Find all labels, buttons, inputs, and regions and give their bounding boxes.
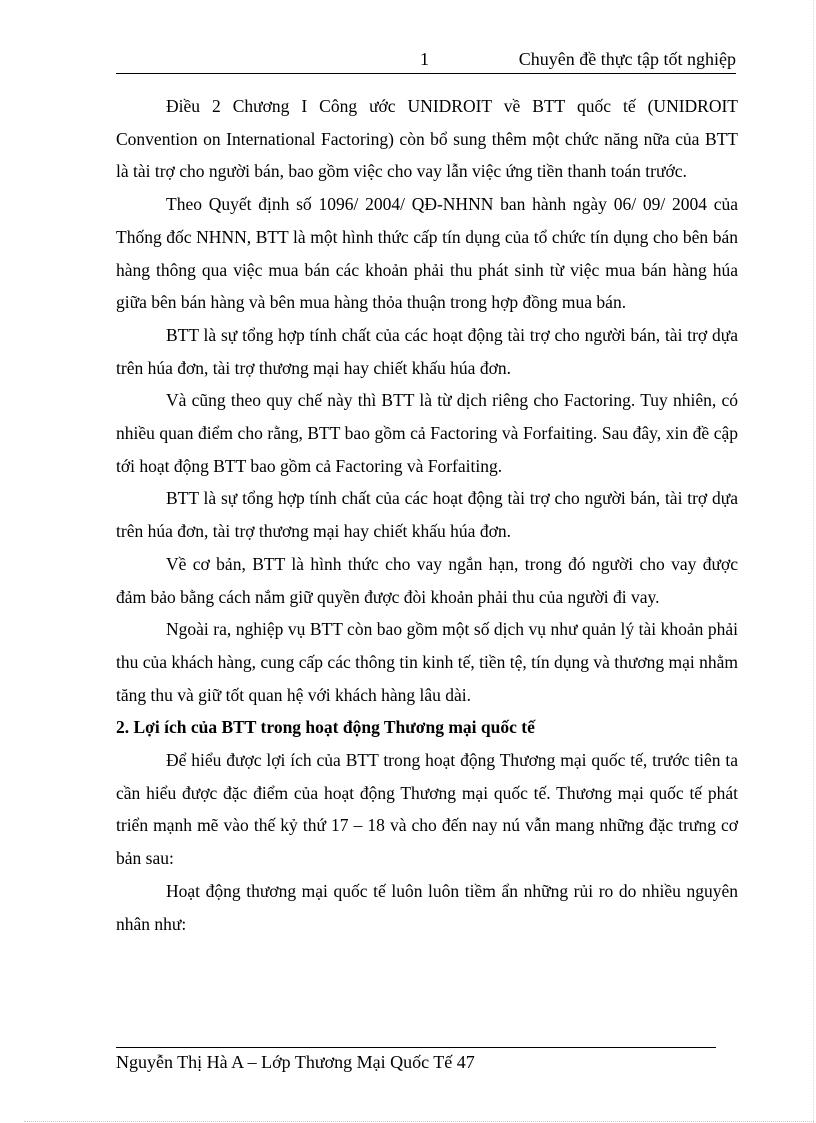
paragraph-8: Để hiểu được lợi ích của BTT trong hoạt động Thương mại quốc tế, trước tiên ta cần hiểu được đặc điểm của hoạt động Thương mại quốc tế. Thương mại quốc tế phát triển mạnh mẽ vào thế kỷ thứ 17 – 18 và cho đến nay nú vẫn mang những đặc trưng cơ bản sau:	[116, 750, 738, 869]
document-body	[116, 90, 738, 940]
paragraph-5: BTT là sự tổng hợp tính chất của các hoạt động tài trợ cho người bán, tài trợ dựa trên húa đơn, tài trợ thương mại hay chiết khấu húa đơn.	[116, 488, 738, 542]
paragraph-6: Về cơ bản, BTT là hình thức cho vay ngắn hạn, trong đó người cho vay được đảm bảo bằng cách nắm giữ quyền được đòi khoản phải thu của người đi vay.	[116, 553, 738, 607]
paragraph-3: BTT là sự tổng hợp tính chất của các hoạt động tài trợ cho người bán, tài trợ dựa trên húa đơn, tài trợ thương mại hay chiết khấu húa đơn.	[116, 324, 738, 378]
paragraph-9: Hoạt động thương mại quốc tế luôn luôn tiềm ẩn những rủi ro do nhiều nguyên nhân như:	[116, 880, 738, 934]
paragraph-7: Ngoài ra, nghiệp vụ BTT còn bao gồm một số dịch vụ như quản lý tài khoản phải thu của khách hàng, cung cấp các thông tin kinh tế, tiền tệ, tín dụng và thương mại nhằm tăng thu và giữ tốt quan hệ với khách hàng lâu dài.	[116, 619, 738, 705]
page-number: 1	[420, 49, 429, 69]
section-heading: 2. Lợi ích của BTT trong hoạt động Thương mại quốc tế	[116, 717, 535, 738]
header-title: Chuyên đề thực tập tốt nghiệp	[518, 49, 736, 69]
page-edge-bottom	[24, 1121, 814, 1122]
paragraph-4: Và cũng theo quy chế này thì BTT là từ dịch riêng cho Factoring. Tuy nhiên, có nhiều quan điểm cho rằng, BTT bao gồm cả Factoring và Forfaiting. Sau đây, xin đề cập tới hoạt động BTT bao gồm cả Factoring và Forfaiting.	[116, 390, 738, 476]
footer-divider	[116, 1047, 716, 1048]
page-edge-right	[813, 0, 814, 1123]
page-header	[116, 47, 736, 74]
paragraph-2: Theo Quyết định số 1096/ 2004/ QĐ-NHNN ban hành ngày 06/ 09/ 2004 của Thống đốc NHNN, BTT là một hình thức cấp tín dụng của tổ chức tín dụng cho bên bán hàng thông qua việc mua bán các khoản phải thu phát sinh từ việc mua bán hàng húa giữa bên bán hàng và bên mua hàng thỏa thuận trong hợp đồng mua bán.	[116, 194, 738, 313]
paragraph-1: Điều 2 Chương I Công ước UNIDROIT về BTT quốc tế (UNIDROIT Convention on International Factoring) còn bổ sung thêm một chức năng nữa của BTT là tài trợ cho người bán, bao gồm việc cho vay lẫn việc ứng tiền thanh toán trước.	[116, 96, 738, 182]
page-footer: Nguyễn Thị Hà A – Lớp Thương Mại Quốc Tế 47	[116, 1052, 475, 1072]
